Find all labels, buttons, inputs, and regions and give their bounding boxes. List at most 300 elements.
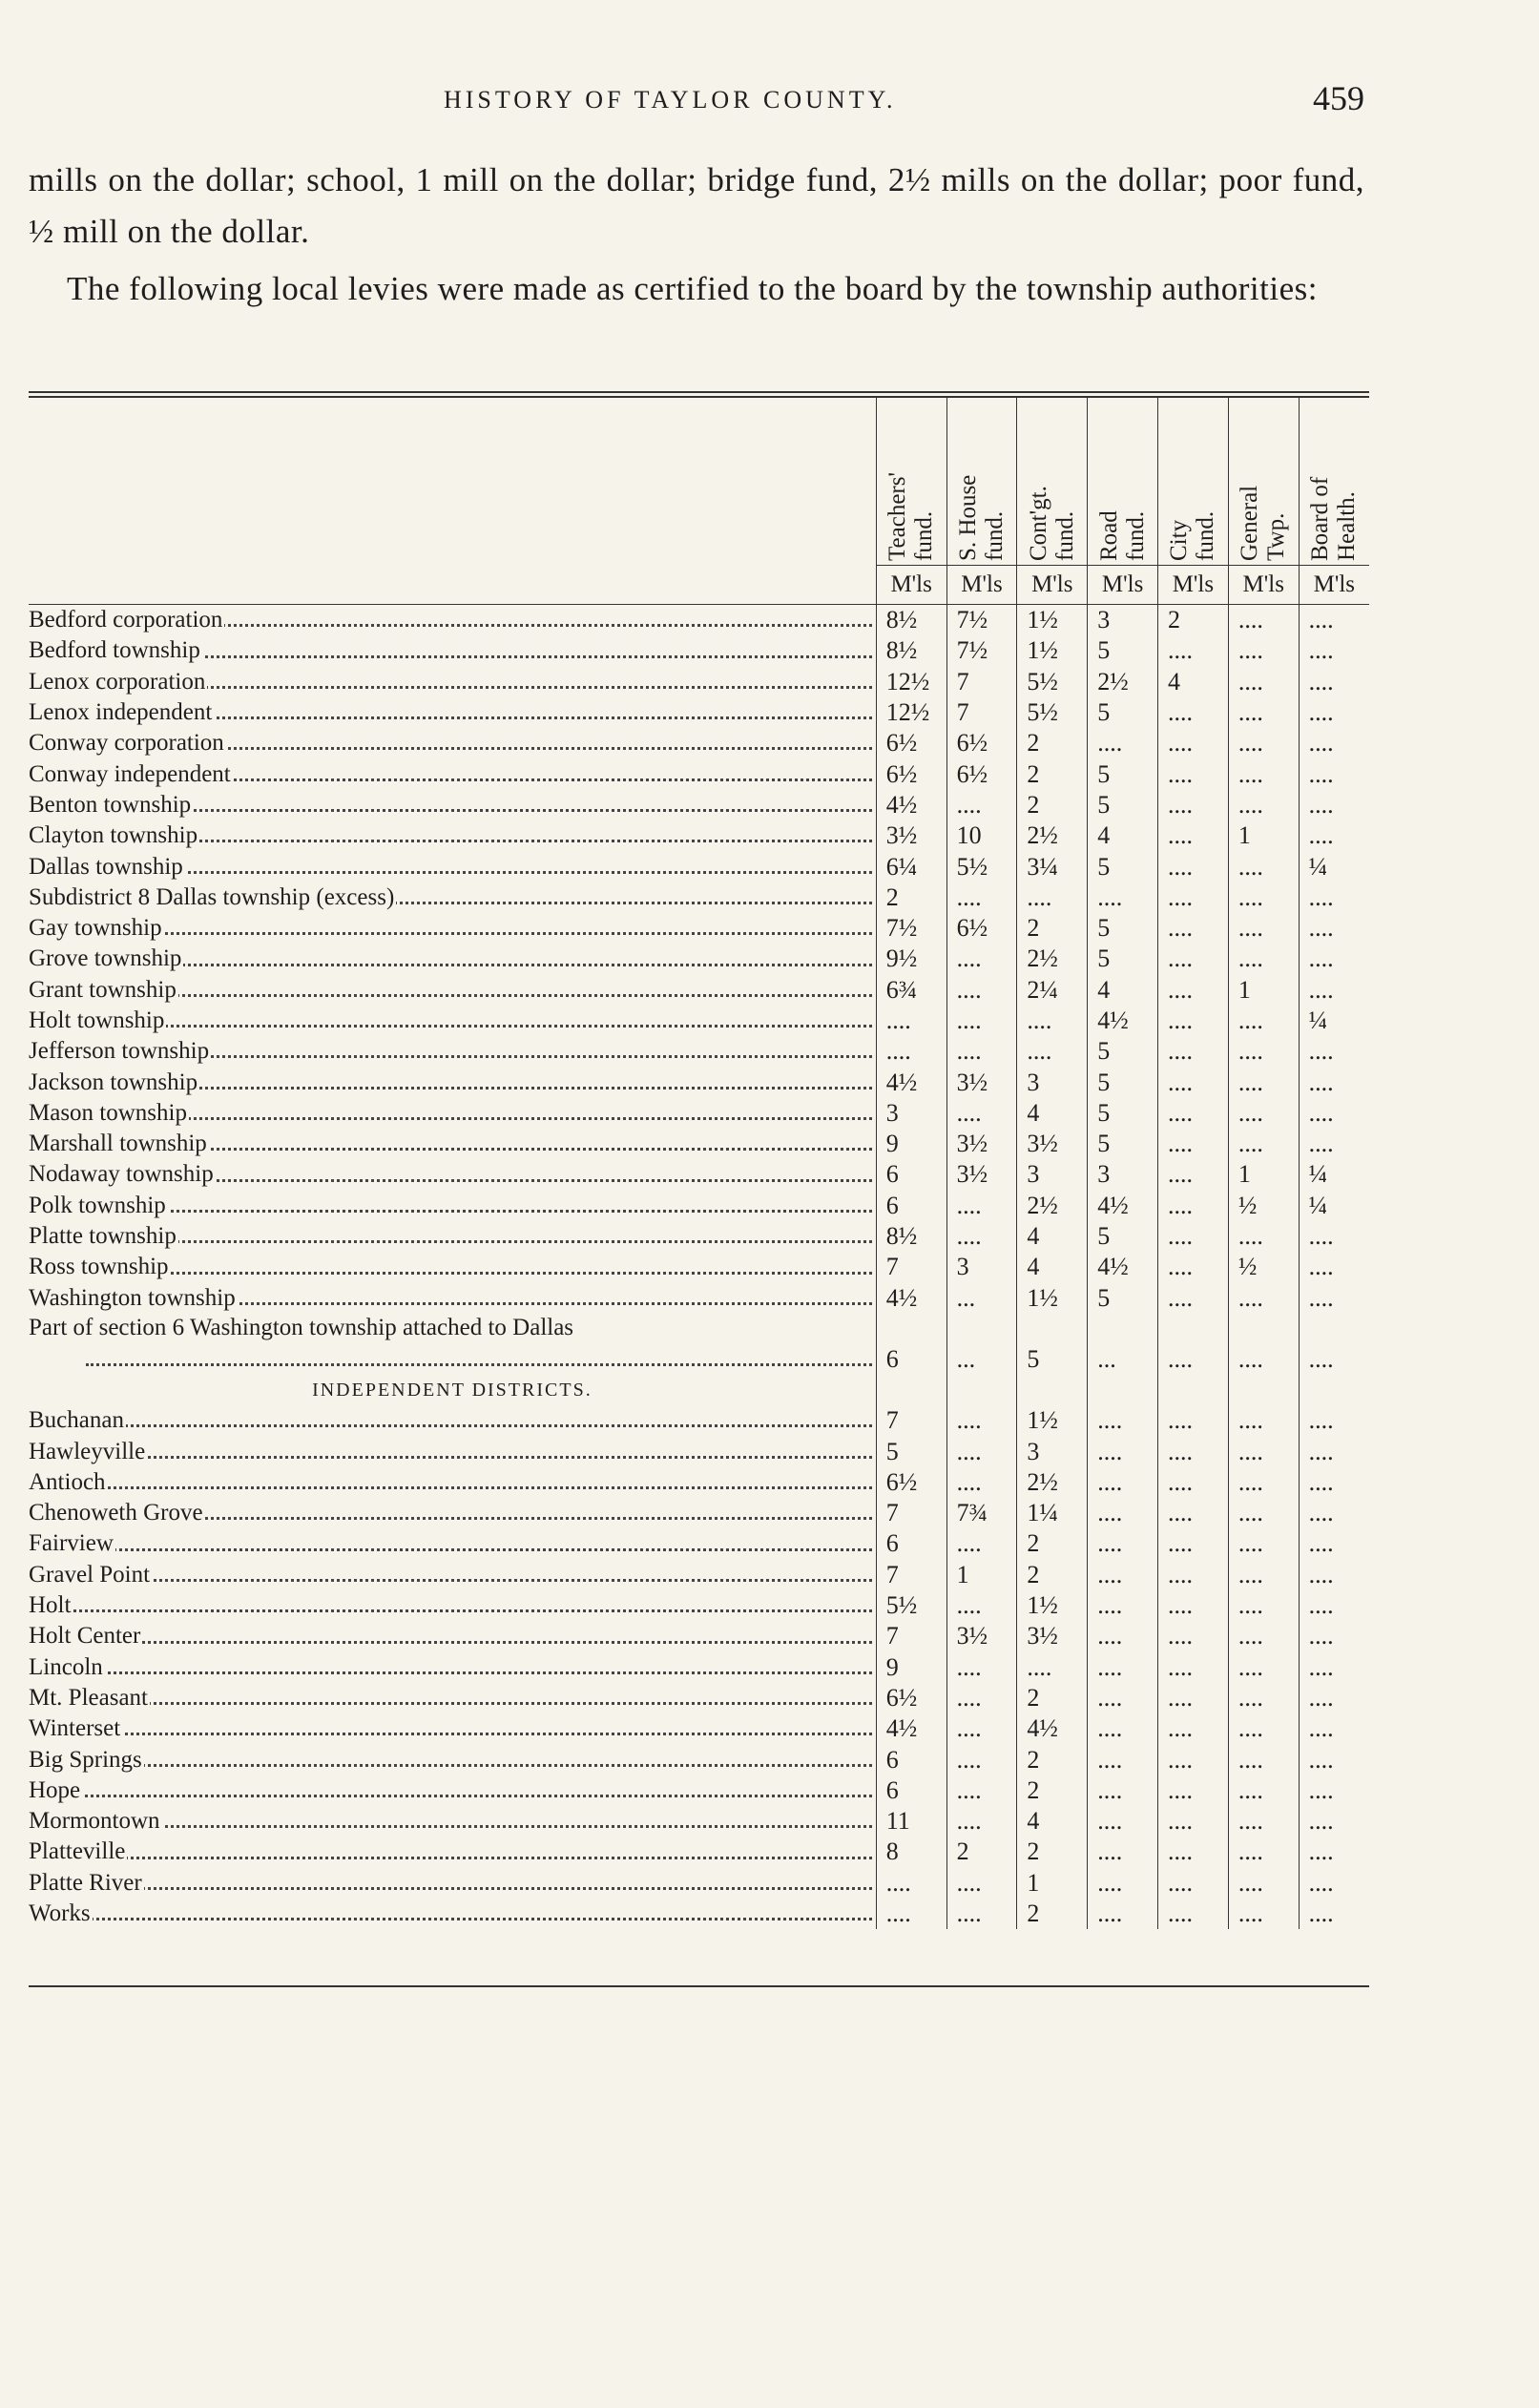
levy-value: 5 — [1088, 635, 1158, 666]
levy-value: .... — [946, 1868, 1017, 1899]
unit-label: M'ls — [1299, 566, 1369, 605]
levy-value: .... — [1299, 882, 1369, 913]
levy-value: .... — [1228, 605, 1299, 636]
levy-value: .... — [1158, 1775, 1229, 1806]
levy-value: .... — [1228, 697, 1299, 728]
levy-value: .... — [946, 1528, 1017, 1559]
levy-value: 10 — [946, 820, 1017, 851]
column-header — [1017, 397, 1088, 566]
table-row — [29, 820, 1369, 851]
levy-value: .... — [1158, 1159, 1229, 1190]
levy-value: .... — [1158, 1129, 1229, 1159]
levy-value: 6½ — [946, 758, 1017, 789]
column-header-label: Teachers' fund. — [884, 472, 938, 561]
levy-value: .... — [1228, 1528, 1299, 1559]
levy-value: 7 — [876, 1252, 946, 1282]
levy-value: .... — [1299, 1744, 1369, 1775]
levy-table-body — [29, 605, 1369, 1930]
levy-value: .... — [876, 1036, 946, 1067]
table-row — [29, 1006, 1369, 1036]
levy-value: 2 — [1017, 1744, 1088, 1775]
levy-value: .... — [1228, 1621, 1299, 1651]
levy-value: 7 — [876, 1621, 946, 1651]
table-row — [29, 1067, 1369, 1097]
unit-label: M'ls — [876, 566, 946, 605]
levy-value: .... — [1088, 1744, 1158, 1775]
district-name-cell — [29, 1467, 876, 1498]
table-row — [29, 1528, 1369, 1559]
levy-value: 2 — [1017, 758, 1088, 789]
levy-value: .... — [1088, 728, 1158, 758]
levy-value: .... — [1299, 697, 1369, 728]
table-row — [29, 944, 1369, 974]
levy-value: .... — [1299, 1528, 1369, 1559]
table-row — [29, 1652, 1369, 1683]
dot-leader — [29, 1795, 872, 1797]
district-name-cell — [29, 1191, 876, 1221]
levy-value: .... — [1299, 1252, 1369, 1282]
levy-value: 6 — [876, 1775, 946, 1806]
district-name: Mt. Pleasant — [29, 1684, 148, 1711]
levy-value: .... — [1158, 1098, 1229, 1129]
table-row — [29, 1436, 1369, 1466]
levy-value: .... — [876, 1006, 946, 1036]
district-name: Benton township — [29, 791, 192, 818]
levy-value: 5 — [1088, 1283, 1158, 1314]
unit-label: M'ls — [1088, 566, 1158, 605]
levy-value: .... — [1299, 1067, 1369, 1097]
levy-value: .... — [1158, 790, 1229, 820]
district-name-cell — [29, 1067, 876, 1097]
district-name-cell — [29, 1436, 876, 1466]
district-name-cell — [29, 1868, 876, 1899]
levy-value: 1½ — [1017, 635, 1088, 666]
levy-value: .... — [1299, 1621, 1369, 1651]
district-name-cell — [29, 1652, 876, 1683]
district-name-cell — [29, 1621, 876, 1651]
district-name-cell — [29, 758, 876, 789]
table-row — [29, 1806, 1369, 1837]
levy-value: .... — [946, 790, 1017, 820]
levy-value: .... — [1158, 1436, 1229, 1466]
levy-value: 2 — [946, 1837, 1017, 1867]
levy-value: .... — [1158, 758, 1229, 789]
unit-row — [29, 566, 1369, 605]
levy-value: .... — [1158, 1744, 1229, 1775]
levy-value: .... — [1088, 1899, 1158, 1929]
district-name: Conway independent — [29, 760, 231, 787]
district-name-cell — [29, 1252, 876, 1282]
unit-blank — [29, 566, 876, 605]
levy-value: 5½ — [946, 851, 1017, 882]
levy-value: .... — [1228, 1498, 1299, 1528]
levy-value: .... — [1088, 1498, 1158, 1528]
table-row — [29, 728, 1369, 758]
district-name-cell — [29, 913, 876, 944]
section-heading-row — [29, 1375, 1369, 1405]
name-column-header — [29, 397, 876, 566]
levy-value: 3 — [1088, 1159, 1158, 1190]
levy-value: 7 — [946, 697, 1017, 728]
levy-value: 4½ — [1088, 1006, 1158, 1036]
dot-leader — [29, 1857, 872, 1859]
district-name: Jefferson township — [29, 1038, 210, 1065]
levy-value: ¼ — [1299, 1191, 1369, 1221]
levy-value: .... — [1299, 1713, 1369, 1744]
levy-value: .... — [1158, 1590, 1229, 1621]
levy-value: 5 — [1088, 790, 1158, 820]
paragraph-continuation: mills on the dollar; school, 1 mill on the dollar; bridge fund, 2½ mills on the dollar; poor fund, ½ mill on the dollar. — [29, 161, 1364, 250]
levy-value: .... — [1158, 1283, 1229, 1314]
paragraph-intro: The following local levies were made as certified to the board by the township authorities: — [67, 270, 1318, 307]
levy-value: .... — [1299, 1036, 1369, 1067]
district-name-cell — [29, 1590, 876, 1621]
district-name: Conway corporation — [29, 730, 224, 757]
district-name-cell — [29, 944, 876, 974]
district-name: Washington township — [29, 1284, 236, 1311]
dot-leader — [29, 1548, 872, 1551]
levy-value: 5 — [1088, 758, 1158, 789]
levy-value: 1 — [946, 1560, 1017, 1590]
table-row — [29, 882, 1369, 913]
levy-value: 3½ — [946, 1129, 1017, 1159]
dot-leader — [29, 1579, 872, 1582]
levy-value: .... — [1228, 1683, 1299, 1713]
table-row — [29, 1498, 1369, 1528]
table-row — [29, 1775, 1369, 1806]
levy-value: 7½ — [946, 635, 1017, 666]
levy-value: 4½ — [1088, 1252, 1158, 1282]
levy-value: .... — [1158, 913, 1229, 944]
unit-label: M'ls — [1017, 566, 1088, 605]
levy-value: .... — [1228, 1098, 1299, 1129]
levy-value: 3½ — [1017, 1129, 1088, 1159]
district-name: Jackson township — [29, 1069, 198, 1095]
levy-value: .... — [1299, 1467, 1369, 1498]
levy-value: .... — [1088, 1837, 1158, 1867]
levy-value: 5 — [1088, 1221, 1158, 1252]
levy-value: 6¼ — [876, 851, 946, 882]
levy-value: .... — [1228, 1652, 1299, 1683]
levy-value: .... — [1088, 1868, 1158, 1899]
dot-leader — [29, 1764, 872, 1767]
levy-value: .... — [1088, 1683, 1158, 1713]
district-name: Fairview — [29, 1530, 114, 1557]
levy-value: 12½ — [876, 697, 946, 728]
district-name: Holt Center — [29, 1623, 141, 1650]
levy-value: .... — [1088, 1775, 1158, 1806]
levy-value: .... — [1299, 1498, 1369, 1528]
district-name: Mormontown — [29, 1808, 160, 1835]
district-name-cell — [29, 1683, 876, 1713]
table-bottom-rule — [29, 1985, 1369, 1987]
levy-value: .... — [876, 1899, 946, 1929]
levy-value: 5½ — [876, 1590, 946, 1621]
levy-value: .... — [1158, 1036, 1229, 1067]
levy-value: 5½ — [1017, 667, 1088, 697]
levy-value: .... — [1299, 944, 1369, 974]
table-row — [29, 1744, 1369, 1775]
levy-value: 1¼ — [1017, 1498, 1088, 1528]
levy-value: 8½ — [876, 1221, 946, 1252]
levy-value: .... — [1158, 1621, 1229, 1651]
levy-value: 5 — [1088, 913, 1158, 944]
levy-value: .... — [1088, 1590, 1158, 1621]
levy-value: .... — [1228, 851, 1299, 882]
levy-value: 8½ — [876, 635, 946, 666]
levy-value: .... — [946, 1467, 1017, 1498]
levy-value: .... — [1299, 667, 1369, 697]
levy-value: .... — [1299, 1806, 1369, 1837]
district-name: Grant township — [29, 976, 177, 1003]
table-row — [29, 1098, 1369, 1129]
levy-value: .... — [1299, 1221, 1369, 1252]
district-name-cell — [29, 1744, 876, 1775]
levy-value: 4 — [1158, 667, 1229, 697]
levy-value: .... — [946, 1683, 1017, 1713]
district-name: Hope — [29, 1776, 81, 1803]
levy-value: .... — [1299, 975, 1369, 1006]
levy-value: .... — [1088, 1405, 1158, 1436]
levy-value: .... — [1299, 1560, 1369, 1590]
levy-value: .... — [1158, 1713, 1229, 1744]
column-header — [1158, 397, 1229, 566]
table-cell — [1158, 1375, 1229, 1405]
district-name-cell — [29, 1283, 876, 1314]
levy-value: .... — [946, 1652, 1017, 1683]
levy-value: 9½ — [876, 944, 946, 974]
levy-value: .... — [1228, 1221, 1299, 1252]
levy-value: .... — [1299, 1129, 1369, 1159]
levy-value: .... — [1228, 758, 1299, 789]
levy-value: 6 — [876, 1191, 946, 1221]
levy-value: 5 — [1088, 1067, 1158, 1097]
levy-value: .... — [1299, 1590, 1369, 1621]
levy-value: 6½ — [876, 758, 946, 789]
levy-value: 7¾ — [946, 1498, 1017, 1528]
levy-value: 5 — [1088, 851, 1158, 882]
column-header-label: General Twp. — [1237, 485, 1290, 561]
levy-value: 5 — [1088, 1129, 1158, 1159]
column-header-label: S. House fund. — [954, 474, 1008, 561]
levy-value: ½ — [1228, 1191, 1299, 1221]
table-row — [29, 605, 1369, 636]
levy-value: 2 — [1017, 1683, 1088, 1713]
district-name: Ross township — [29, 1254, 169, 1280]
levy-value: 2 — [1017, 728, 1088, 758]
levy-value: .... — [1158, 820, 1229, 851]
levy-value: .... — [1158, 1191, 1229, 1221]
district-name: Platte township — [29, 1223, 177, 1250]
levy-value: .... — [1017, 882, 1088, 913]
levy-value: .... — [946, 1775, 1017, 1806]
levy-value: 2½ — [1017, 944, 1088, 974]
table-cell — [876, 1375, 946, 1405]
levy-value: .... — [946, 1036, 1017, 1067]
levy-value: .... — [1299, 1775, 1369, 1806]
levy-value: .... — [946, 1221, 1017, 1252]
levy-value: 4 — [1017, 1806, 1088, 1837]
levy-value: 5 — [876, 1436, 946, 1466]
levy-value: .... — [1017, 1036, 1088, 1067]
running-title: HISTORY OF TAYLOR COUNTY. — [444, 86, 897, 114]
levy-value: ... — [946, 1314, 1017, 1375]
levy-value: .... — [1158, 1806, 1229, 1837]
levy-value: .... — [1088, 1467, 1158, 1498]
district-name-cell — [29, 667, 876, 697]
district-name-cell — [29, 1036, 876, 1067]
table-row — [29, 1621, 1369, 1651]
levy-value: 7½ — [946, 605, 1017, 636]
levy-value: 11 — [876, 1806, 946, 1837]
dot-leader — [29, 1456, 872, 1459]
section-heading: INDEPENDENT DISTRICTS. — [312, 1379, 593, 1401]
levy-value: 3½ — [876, 820, 946, 851]
levy-value: 2½ — [1017, 820, 1088, 851]
levy-value: 6½ — [946, 728, 1017, 758]
dot-leader — [29, 1918, 872, 1920]
levy-value: .... — [1088, 1436, 1158, 1466]
district-name: Nodaway township — [29, 1161, 214, 1188]
levy-value: 3 — [1017, 1159, 1088, 1190]
table-row — [29, 635, 1369, 666]
levy-value: 7 — [946, 667, 1017, 697]
levy-value: .... — [1158, 728, 1229, 758]
levy-value: .... — [1228, 1837, 1299, 1867]
levy-value: .... — [1158, 1006, 1229, 1036]
levy-value: .... — [1228, 1806, 1299, 1837]
levy-value: .... — [1299, 1098, 1369, 1129]
district-name-cell — [29, 1713, 876, 1744]
table-row — [29, 1159, 1369, 1190]
levy-value: 9 — [876, 1129, 946, 1159]
levy-value: 6½ — [876, 728, 946, 758]
table-row — [29, 1314, 1369, 1375]
unit-label: M'ls — [946, 566, 1017, 605]
levy-value: ¼ — [1299, 1006, 1369, 1036]
levy-value: .... — [1228, 1436, 1299, 1466]
levy-value: 3½ — [946, 1067, 1017, 1097]
levy-value: 2 — [1017, 1775, 1088, 1806]
levy-value: .... — [1228, 1744, 1299, 1775]
district-name: Polk township — [29, 1192, 166, 1218]
levy-value: .... — [1228, 882, 1299, 913]
levy-value: .... — [1299, 790, 1369, 820]
levy-value: .... — [946, 1098, 1017, 1129]
district-name: Gay township — [29, 915, 162, 942]
levy-value: 7½ — [876, 913, 946, 944]
table-top-rule — [29, 391, 1369, 393]
levy-value: .... — [1158, 1067, 1229, 1097]
levy-value: 2 — [1017, 1899, 1088, 1929]
district-name-cell — [29, 1899, 876, 1929]
levy-value: .... — [1158, 1467, 1229, 1498]
table-row — [29, 1899, 1369, 1929]
levy-value: 6½ — [946, 913, 1017, 944]
levy-value: ... — [946, 1283, 1017, 1314]
levy-value: 3½ — [1017, 1621, 1088, 1651]
levy-value: 2½ — [1088, 667, 1158, 697]
levy-value: .... — [1228, 1405, 1299, 1436]
levy-value: 4½ — [1017, 1713, 1088, 1744]
levy-value: .... — [1299, 1652, 1369, 1683]
levy-value: 4½ — [876, 1067, 946, 1097]
levy-value: 6½ — [876, 1683, 946, 1713]
levy-value: .... — [946, 1806, 1017, 1837]
district-name-cell — [29, 1159, 876, 1190]
levy-value: .... — [1228, 1314, 1299, 1375]
levy-value: .... — [1228, 1006, 1299, 1036]
levy-value: .... — [1299, 1314, 1369, 1375]
levy-value: .... — [1228, 1713, 1299, 1744]
levy-value: .... — [1088, 1560, 1158, 1590]
levy-value: .... — [1158, 1683, 1229, 1713]
levy-value: .... — [1228, 790, 1299, 820]
levy-value: .... — [1228, 913, 1299, 944]
levy-value: .... — [1299, 820, 1369, 851]
levy-value: .... — [946, 944, 1017, 974]
dot-leader — [29, 1733, 872, 1735]
levy-value: 4½ — [876, 1713, 946, 1744]
levy-value: .... — [1088, 882, 1158, 913]
levy-value: .... — [1158, 882, 1229, 913]
levy-value: .... — [1299, 728, 1369, 758]
levy-value: 3 — [1088, 605, 1158, 636]
levy-value: .... — [1228, 1129, 1299, 1159]
levy-value: 4 — [1017, 1221, 1088, 1252]
levy-value: .... — [946, 1436, 1017, 1466]
district-name-cell — [29, 635, 876, 666]
levy-value: .... — [876, 1868, 946, 1899]
levy-value: 4½ — [876, 790, 946, 820]
levy-value: 9 — [876, 1652, 946, 1683]
dot-leader — [29, 1887, 872, 1890]
levy-value: 6 — [876, 1159, 946, 1190]
levy-value: 4 — [1017, 1098, 1088, 1129]
levy-value: .... — [1228, 635, 1299, 666]
levy-value: .... — [946, 1006, 1017, 1036]
levy-value: .... — [1228, 1067, 1299, 1097]
levy-value: .... — [1088, 1621, 1158, 1651]
levy-value: 4 — [1088, 820, 1158, 851]
column-header — [1088, 397, 1158, 566]
table-row — [29, 1713, 1369, 1744]
levy-value: 7 — [876, 1498, 946, 1528]
levy-value: 6¾ — [876, 975, 946, 1006]
column-header — [946, 397, 1017, 566]
levy-value: 1½ — [1017, 605, 1088, 636]
levy-value: 2 — [1017, 790, 1088, 820]
levy-value: .... — [1158, 1528, 1229, 1559]
column-header — [1228, 397, 1299, 566]
levy-value: .... — [1299, 605, 1369, 636]
table-row — [29, 1221, 1369, 1252]
levy-value: .... — [946, 1405, 1017, 1436]
dot-leader — [29, 1609, 872, 1612]
levy-value: .... — [1088, 1652, 1158, 1683]
levy-value: 3¼ — [1017, 851, 1088, 882]
levy-value: .... — [1228, 1590, 1299, 1621]
levy-value: .... — [946, 882, 1017, 913]
levy-value: 2 — [876, 882, 946, 913]
levy-value: .... — [1228, 1775, 1299, 1806]
levy-value: 6 — [876, 1528, 946, 1559]
district-name-cell — [29, 975, 876, 1006]
unit-label: M'ls — [1228, 566, 1299, 605]
levy-value: 1 — [1017, 1868, 1088, 1899]
levy-value: 5½ — [1017, 697, 1088, 728]
district-name-cell — [29, 1006, 876, 1036]
